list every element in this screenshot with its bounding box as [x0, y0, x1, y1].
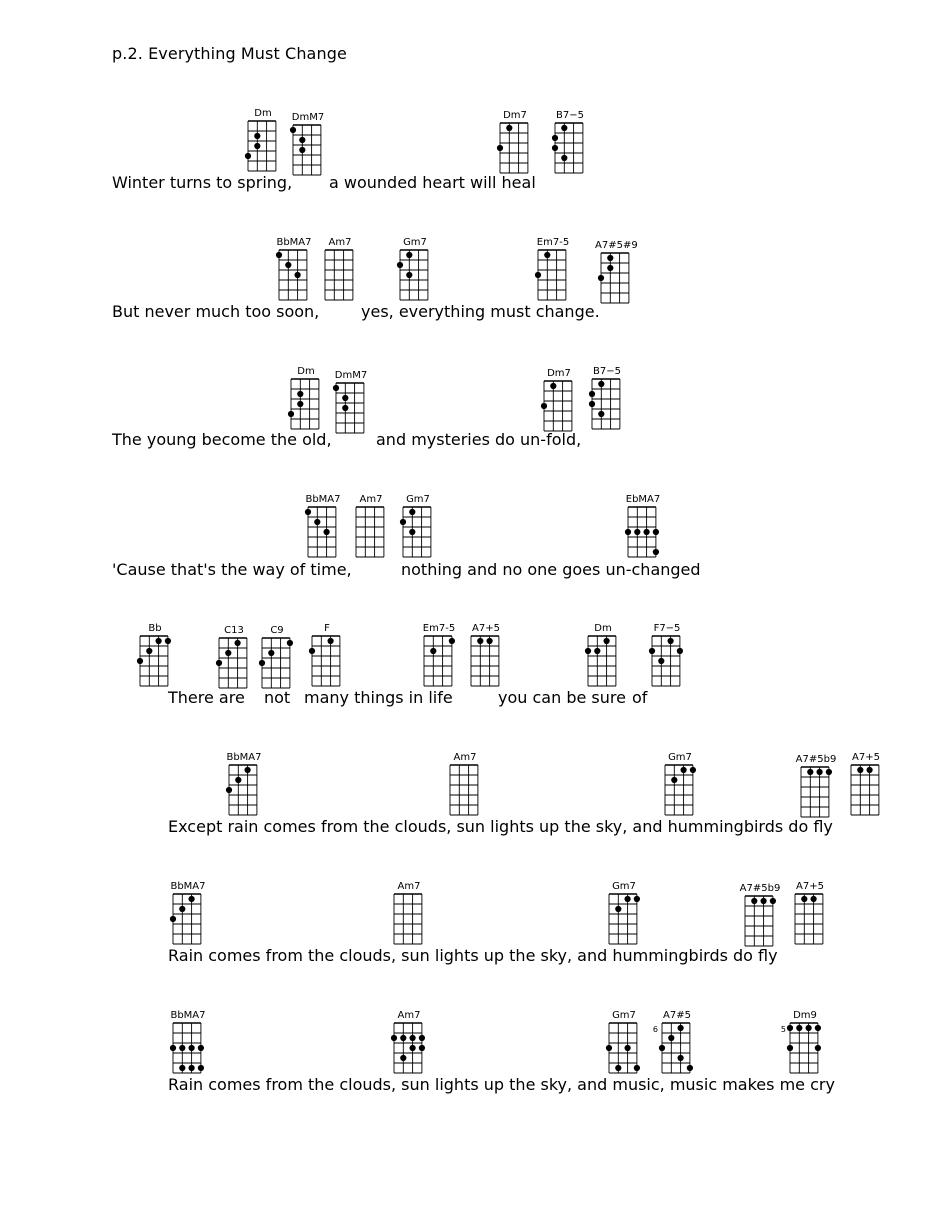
finger-dot	[671, 777, 677, 783]
finger-dot	[594, 648, 600, 654]
finger-dot	[305, 509, 311, 515]
finger-dot	[342, 405, 348, 411]
chord-grid	[543, 380, 573, 432]
finger-dot	[226, 787, 232, 793]
chord-name: Am7	[328, 237, 352, 248]
finger-dot	[156, 638, 162, 644]
finger-dot	[787, 1045, 793, 1051]
finger-dot	[678, 1055, 684, 1061]
chord-grid	[499, 122, 529, 174]
chord-grid	[335, 382, 365, 434]
chord-grid	[172, 893, 202, 945]
chord-name: Dm7	[547, 368, 571, 379]
finger-dot	[245, 767, 251, 773]
finger-dot	[419, 1035, 425, 1041]
finger-dot	[297, 401, 303, 407]
chord-grid	[355, 506, 385, 558]
chord-diagram-gm7	[603, 881, 645, 945]
finger-dot	[644, 529, 650, 535]
chord-diagram-gm7	[659, 752, 701, 816]
finger-dot	[406, 252, 412, 258]
chord-name: BbMA7	[276, 237, 312, 248]
finger-dot	[297, 391, 303, 397]
finger-dot	[137, 658, 143, 664]
chord-grid	[311, 635, 341, 687]
chord-diagram-f	[306, 623, 348, 687]
chord-name: DmM7	[334, 370, 368, 381]
lyric-segment: Winter turns to spring,	[112, 173, 293, 192]
finger-dot	[552, 145, 558, 151]
finger-dot	[287, 640, 293, 646]
finger-dot	[189, 1045, 195, 1051]
finger-dot	[598, 411, 604, 417]
finger-dot	[796, 1025, 802, 1031]
finger-dot	[615, 1065, 621, 1071]
finger-dot	[787, 1025, 793, 1031]
finger-dot	[690, 767, 696, 773]
chord-grid	[651, 635, 681, 687]
finger-dot	[867, 767, 873, 773]
finger-dot	[751, 898, 757, 904]
finger-dot	[288, 411, 294, 417]
fret-number: 5	[780, 1025, 786, 1034]
chord-name: Dm	[594, 623, 612, 634]
finger-dot	[535, 272, 541, 278]
lyric-segment: nothing and no one goes un-changed	[401, 560, 701, 579]
chord-grid	[423, 635, 453, 687]
finger-dot	[589, 391, 595, 397]
chord-grid	[608, 1022, 638, 1074]
chord-diagram-c13	[213, 625, 255, 689]
chord-grid	[652, 1022, 691, 1074]
finger-dot	[179, 906, 185, 912]
chord-name: Gm7	[612, 881, 636, 892]
finger-dot	[328, 638, 334, 644]
chord-name: A7+5	[796, 881, 824, 892]
finger-dot	[615, 906, 621, 912]
chord-name: A7#5b9	[739, 883, 781, 894]
chord-name: EbMA7	[625, 494, 661, 505]
finger-dot	[589, 401, 595, 407]
finger-dot	[625, 1045, 631, 1051]
finger-dot	[198, 1045, 204, 1051]
chord-diagram-a7-5-9	[595, 240, 637, 304]
chord-grid	[627, 506, 657, 558]
chord-diagram-bb	[134, 623, 176, 687]
chord-grid	[247, 120, 277, 172]
finger-dot	[216, 660, 222, 666]
chord-name: BbMA7	[170, 881, 206, 892]
finger-dot	[687, 1065, 693, 1071]
finger-dot	[170, 1045, 176, 1051]
chord-grid	[608, 893, 638, 945]
finger-dot	[807, 769, 813, 775]
finger-dot	[659, 1045, 665, 1051]
chord-name: Dm	[254, 108, 272, 119]
lyric-segment: Rain comes from the clouds, sun lights up the sky, and hummingbirds do fly	[168, 946, 778, 965]
chord-diagram-dm7	[538, 368, 580, 432]
chord-grid	[172, 1022, 202, 1074]
fret-number: 6	[652, 1025, 658, 1034]
chord-grid	[780, 1022, 819, 1074]
finger-dot	[681, 767, 687, 773]
chord-grid	[800, 766, 830, 818]
chord-diagram-a7-5b9	[795, 754, 837, 818]
chord-diagram-a7-5b9	[739, 883, 781, 947]
finger-dot	[552, 135, 558, 141]
chord-name: Am7	[397, 881, 421, 892]
finger-dot	[506, 125, 512, 131]
chord-name: BbMA7	[170, 1010, 206, 1021]
finger-dot	[541, 403, 547, 409]
chord-grid	[393, 1022, 423, 1074]
finger-dot	[419, 1045, 425, 1051]
chord-grid	[744, 895, 774, 947]
finger-dot	[146, 648, 152, 654]
chord-diagram-ebma7	[622, 494, 664, 558]
finger-dot	[668, 638, 674, 644]
chord-diagram-a7-5	[652, 1010, 698, 1074]
chord-grid	[324, 249, 354, 301]
finger-dot	[285, 262, 291, 268]
finger-dot	[607, 255, 613, 261]
chord-name: Dm9	[793, 1010, 817, 1021]
chord-grid	[139, 635, 169, 687]
finger-dot	[634, 1065, 640, 1071]
chord-grid	[228, 764, 258, 816]
finger-dot	[299, 147, 305, 153]
lyric-segment: But never much too soon,	[112, 302, 320, 321]
chord-name: DmM7	[291, 112, 325, 123]
finger-dot	[561, 155, 567, 161]
lyric-segment: yes, everything must change.	[361, 302, 600, 321]
chord-name: BbMA7	[305, 494, 341, 505]
finger-dot	[276, 252, 282, 258]
finger-dot	[801, 896, 807, 902]
chord-name: Gm7	[668, 752, 692, 763]
finger-dot	[634, 529, 640, 535]
chord-grid	[399, 249, 429, 301]
finger-dot	[634, 896, 640, 902]
chord-diagram-f7-5	[646, 623, 688, 687]
chord-grid	[393, 893, 423, 945]
finger-dot	[295, 272, 301, 278]
chord-name: F	[324, 623, 330, 634]
finger-dot	[290, 127, 296, 133]
chord-grid	[278, 249, 308, 301]
chord-diagram-bbma7	[223, 752, 265, 816]
finger-dot	[342, 395, 348, 401]
chord-diagram-gm7	[603, 1010, 645, 1074]
chord-diagram-am7	[388, 1010, 430, 1074]
chord-grid	[307, 506, 337, 558]
chord-name: C9	[270, 625, 284, 636]
chord-diagram-a7-5	[789, 881, 831, 945]
lyric-segment: Rain comes from the clouds, sun lights up the sky, and music, music makes me cry	[168, 1075, 835, 1094]
finger-dot	[811, 896, 817, 902]
page-title: p.2. Everything Must Change	[112, 44, 347, 63]
finger-dot	[497, 145, 503, 151]
chord-diagram-gm7	[394, 237, 436, 301]
chord-grid	[554, 122, 584, 174]
chord-diagram-dm	[242, 108, 284, 172]
finger-dot	[409, 509, 415, 515]
chord-diagram-bbma7	[167, 1010, 209, 1074]
finger-dot	[606, 1045, 612, 1051]
chord-name: A7+5	[472, 623, 500, 634]
chord-diagram-a7-5	[845, 752, 887, 816]
chord-grid	[664, 764, 694, 816]
finger-dot	[761, 898, 767, 904]
chord-grid	[261, 637, 291, 689]
chord-name: Am7	[359, 494, 383, 505]
chord-diagram-am7	[350, 494, 392, 558]
chord-grid	[290, 378, 320, 430]
chord-name: B7−5	[593, 366, 621, 377]
finger-dot	[678, 1025, 684, 1031]
finger-dot	[333, 385, 339, 391]
finger-dot	[668, 1035, 674, 1041]
finger-dot	[815, 1045, 821, 1051]
lyric-segment: many things in life	[304, 688, 453, 707]
finger-dot	[400, 1055, 406, 1061]
chord-diagram-em7-5	[532, 237, 574, 301]
finger-dot	[299, 137, 305, 143]
chord-diagram-b7-5	[549, 110, 591, 174]
finger-dot	[165, 638, 171, 644]
finger-dot	[198, 1065, 204, 1071]
lyric-segment: you can be sure	[498, 688, 626, 707]
chord-grid	[402, 506, 432, 558]
finger-dot	[406, 272, 412, 278]
finger-dot	[815, 1025, 821, 1031]
finger-dot	[477, 638, 483, 644]
finger-dot	[604, 638, 610, 644]
lyric-segment: a wounded heart will heal	[329, 173, 536, 192]
chord-diagram-am7	[388, 881, 430, 945]
chord-name: A7+5	[852, 752, 880, 763]
finger-dot	[225, 650, 231, 656]
chord-name: Am7	[397, 1010, 421, 1021]
chord-diagram-dmm7	[287, 112, 329, 176]
finger-dot	[400, 519, 406, 525]
chord-name: Bb	[148, 623, 162, 634]
finger-dot	[254, 133, 260, 139]
chord-grid	[218, 637, 248, 689]
finger-dot	[658, 658, 664, 664]
chord-diagram-c9	[256, 625, 298, 689]
chord-diagram-dm7	[494, 110, 536, 174]
finger-dot	[826, 769, 832, 775]
finger-dot	[314, 519, 320, 525]
finger-dot	[817, 769, 823, 775]
finger-dot	[430, 648, 436, 654]
chord-name: F7−5	[653, 623, 681, 634]
chord-diagram-am7	[444, 752, 486, 816]
finger-dot	[550, 383, 556, 389]
chord-grid	[600, 252, 630, 304]
lyric-segment: not	[264, 688, 291, 707]
finger-dot	[400, 1035, 406, 1041]
finger-dot	[235, 777, 241, 783]
finger-dot	[770, 898, 776, 904]
chord-name: Am7	[453, 752, 477, 763]
chord-grid	[470, 635, 500, 687]
lyric-segment: Except rain comes from the clouds, sun lights up the sky, and hummingbirds do fly	[168, 817, 833, 836]
finger-dot	[170, 916, 176, 922]
chord-name: A7#5#9	[595, 240, 638, 251]
chord-diagram-am7	[319, 237, 361, 301]
finger-dot	[410, 1045, 416, 1051]
chord-name: B7−5	[556, 110, 584, 121]
chord-grid	[794, 893, 824, 945]
finger-dot	[410, 1035, 416, 1041]
chord-diagram-bbma7	[273, 237, 315, 301]
finger-dot	[653, 529, 659, 535]
finger-dot	[324, 529, 330, 535]
finger-dot	[391, 1035, 397, 1041]
finger-dot	[544, 252, 550, 258]
lyric-segment: and mysteries do un-fold,	[376, 430, 582, 449]
finger-dot	[268, 650, 274, 656]
finger-dot	[245, 153, 251, 159]
finger-dot	[649, 648, 655, 654]
chord-diagram-dm	[285, 366, 327, 430]
chord-name: Dm7	[503, 110, 527, 121]
chord-name: Em7-5	[422, 623, 456, 634]
finger-dot	[585, 648, 591, 654]
finger-dot	[857, 767, 863, 773]
finger-dot	[235, 640, 241, 646]
finger-dot	[625, 896, 631, 902]
chord-name: BbMA7	[226, 752, 262, 763]
chord-diagram-dm9	[780, 1010, 826, 1074]
chord-grid	[292, 124, 322, 176]
finger-dot	[254, 143, 260, 149]
chord-grid	[537, 249, 567, 301]
finger-dot	[487, 638, 493, 644]
chord-name: A7#5b9	[795, 754, 837, 765]
chord-diagram-bbma7	[302, 494, 344, 558]
chord-diagram-dmm7	[330, 370, 372, 434]
chord-diagram-em7-5	[418, 623, 460, 687]
finger-dot	[397, 262, 403, 268]
chord-name: Gm7	[403, 237, 427, 248]
finger-dot	[189, 1065, 195, 1071]
chord-name: Dm	[297, 366, 315, 377]
chord-name: Em7-5	[536, 237, 570, 248]
finger-dot	[806, 1025, 812, 1031]
chord-name: Gm7	[406, 494, 430, 505]
chord-grid	[591, 378, 621, 430]
finger-dot	[598, 381, 604, 387]
finger-dot	[561, 125, 567, 131]
finger-dot	[677, 648, 683, 654]
finger-dot	[607, 265, 613, 271]
finger-dot	[598, 275, 604, 281]
finger-dot	[189, 896, 195, 902]
chord-diagram-a7-5	[465, 623, 507, 687]
finger-dot	[625, 529, 631, 535]
lyric-segment: The young become the old,	[112, 430, 332, 449]
chord-name: A7#5	[663, 1010, 691, 1021]
chord-grid	[850, 764, 880, 816]
finger-dot	[179, 1045, 185, 1051]
chord-diagram-b7-5	[586, 366, 628, 430]
finger-dot	[309, 648, 315, 654]
finger-dot	[179, 1065, 185, 1071]
lyric-segment: of	[632, 688, 648, 707]
finger-dot	[653, 549, 659, 555]
lyric-segment: 'Cause that's the way of time,	[112, 560, 352, 579]
chord-name: C13	[224, 625, 244, 636]
chord-grid	[449, 764, 479, 816]
chord-diagram-gm7	[397, 494, 439, 558]
finger-dot	[449, 638, 455, 644]
chord-diagram-dm	[582, 623, 624, 687]
chord-name: Gm7	[612, 1010, 636, 1021]
finger-dot	[259, 660, 265, 666]
chord-grid	[587, 635, 617, 687]
chord-diagram-bbma7	[167, 881, 209, 945]
finger-dot	[409, 529, 415, 535]
lyric-segment: There are	[168, 688, 245, 707]
